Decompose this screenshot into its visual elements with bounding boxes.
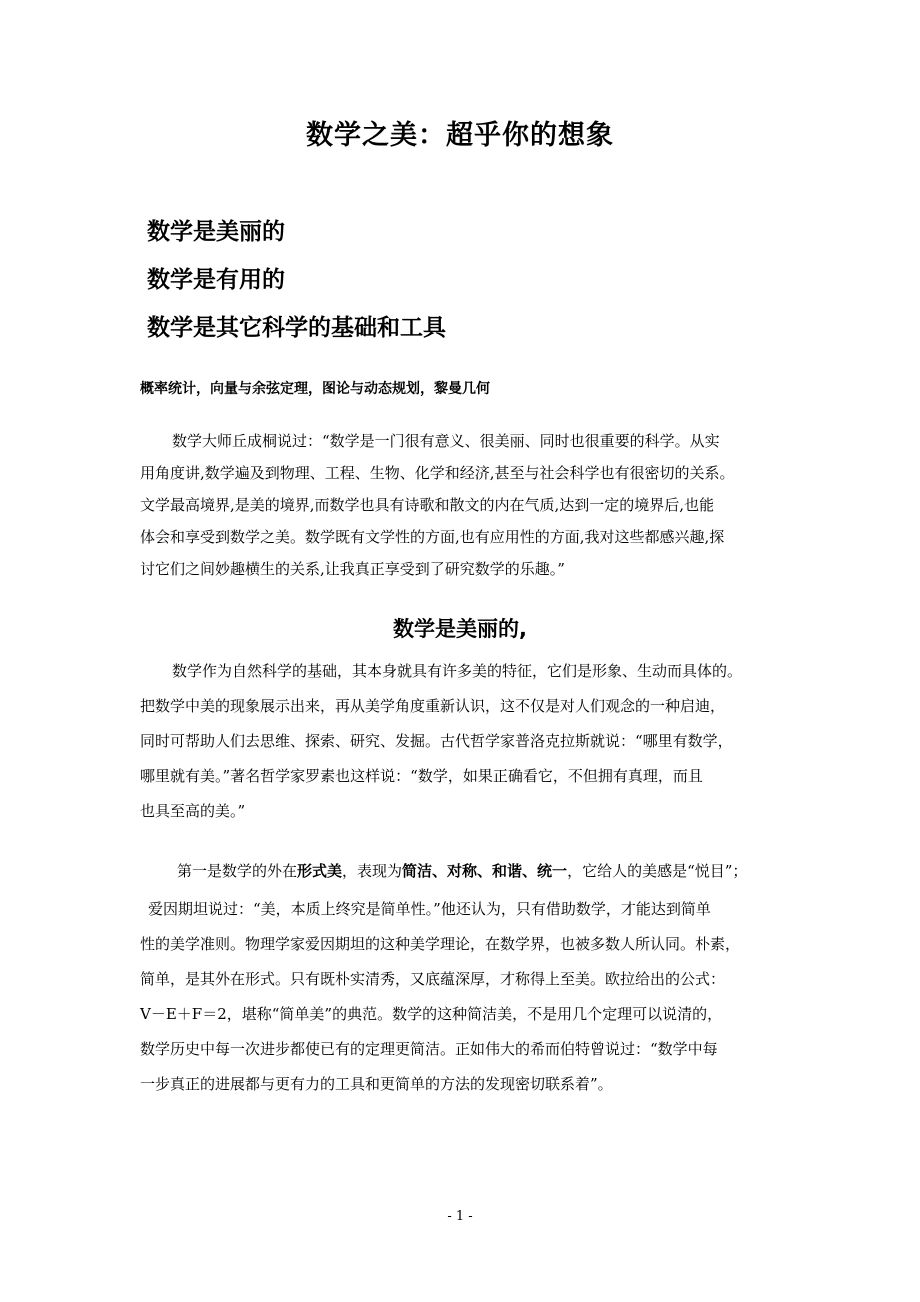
paragraph-line: 用角度讲,数学遍及到物理、工程、生物、化学和经济,甚至与社会科学也有很密切的关系。 bbox=[140, 464, 735, 482]
paragraph-line: 一步真正的进展都与更有力的工具和更简单的方法的发现密切联系着”。 bbox=[140, 1075, 613, 1093]
heading-beautiful: 数学是美丽的 bbox=[147, 219, 285, 245]
text-run: 第一是数学的外在 bbox=[177, 862, 298, 880]
paragraph-line: 数学大师丘成桐说过：“数学是一门很有意义、很美丽、同时也很重要的科学。从实 bbox=[172, 432, 720, 450]
paragraph-line: 同时可帮助人们去思维、探索、研究、发掘。古代哲学家普洛克拉斯就说：“哪里有数学， bbox=[140, 732, 733, 750]
paragraph-line: 体会和享受到数学之美。数学既有文学性的方面,也有应用性的方面,我对这些都感兴趣,探 bbox=[140, 528, 725, 546]
text-run: ，它给人的美感是“悦目”； bbox=[567, 862, 748, 880]
bold-term-form-beauty: 形式美 bbox=[297, 862, 343, 880]
paragraph-line: V－E＋F＝2，堪称“简单美”的典范。数学的这种简洁美，不是用几个定理可以说清的， bbox=[140, 1005, 723, 1023]
heading-useful: 数学是有用的 bbox=[147, 267, 285, 293]
paragraph-line: 数学作为自然科学的基础，其本身就具有许多美的特征，它们是形象、生动而具体的。 bbox=[172, 662, 743, 680]
paragraph-line: 把数学中美的现象展示出来，再从美学角度重新认识，这不仅是对人们观念的一种启迪， bbox=[140, 697, 726, 715]
paragraph-line: 性的美学准则。物理学家爱因期坦的这种美学理论，在数学界，也被多数人所认同。朴素， bbox=[140, 935, 741, 953]
page-number: - 1 - bbox=[447, 1209, 473, 1224]
paragraph-line: 也具至高的美。” bbox=[140, 802, 246, 820]
text-run: ，表现为 bbox=[342, 862, 403, 880]
paragraph-line: 讨它们之间妙趣横生的关系,让我真正享受到了研究数学的乐趣。” bbox=[140, 560, 565, 578]
paragraph-line: 爱因期坦说过：“美，本质上终究是简单性。”他还认为，只有借助数学，才能达到简单 bbox=[148, 900, 711, 918]
topics-line: 概率统计，向量与余弦定理，图论与动态规划，黎曼几何 bbox=[140, 381, 490, 397]
paragraph-line: 数学历史中每一次进步都使已有的定理更简洁。正如伟大的希而伯特曾说过：“数学中每 bbox=[140, 1040, 718, 1058]
paragraph-line: 文学最高境界,是美的境界,而数学也具有诗歌和散文的内在气质,达到一定的境界后,也能 bbox=[140, 496, 715, 514]
section-heading: 数学是美丽的, bbox=[393, 617, 527, 641]
paragraph-line: 简单，是其外在形式。只有既朴实清秀，又底蕴深厚，才称得上至美。欧拉给出的公式： bbox=[140, 970, 726, 988]
document-title: 数学之美：超乎你的想象 bbox=[306, 120, 614, 151]
heading-foundation: 数学是其它科学的基础和工具 bbox=[147, 315, 446, 341]
paragraph-first-line bbox=[177, 860, 747, 882]
paragraph-line: 哪里就有美。”著名哲学家罗素也这样说：“数学，如果正确看它，不但拥有真理，而且 bbox=[140, 767, 703, 785]
bold-term-qualities: 简洁、对称、和谐、统一 bbox=[402, 862, 568, 880]
